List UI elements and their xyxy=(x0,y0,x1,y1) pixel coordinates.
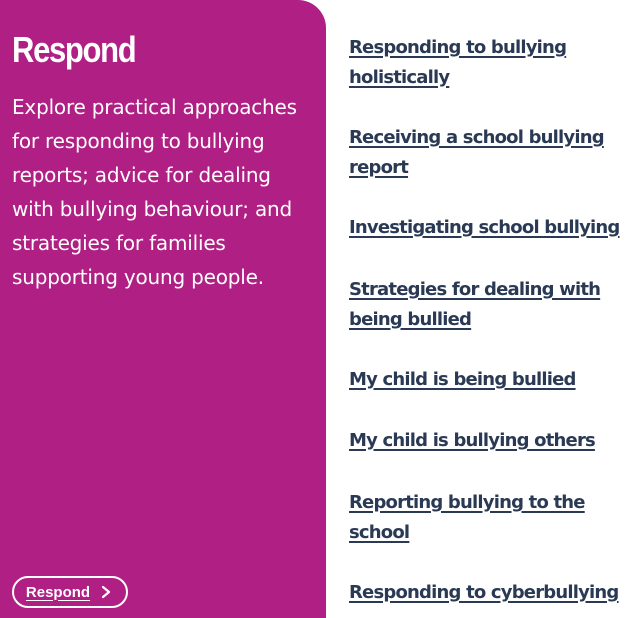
list-item xyxy=(349,578,639,608)
link-child-being-bullied[interactable]: My child is being bullied xyxy=(349,369,576,390)
link-cyberbullying[interactable]: Responding to cyberbullying xyxy=(349,582,619,603)
link-investigating[interactable]: Investigating school bullying xyxy=(349,217,620,238)
link-reporting-to-school[interactable]: Reporting bullying to the school xyxy=(349,492,585,543)
link-strategies-being-bullied[interactable]: Strategies for dealing with being bullied xyxy=(349,279,601,330)
respond-button[interactable] xyxy=(12,576,128,608)
panel-description: Explore practical approaches for responding to bullying reports; advice for dealing with bullying behaviour; and strategies for families supporting young people. xyxy=(12,95,297,289)
link-receiving-report[interactable]: Receiving a school bullying report xyxy=(349,127,604,178)
chevron-right-icon xyxy=(100,585,112,599)
list-item xyxy=(349,33,639,93)
link-child-bullying-others[interactable]: My child is bullying others xyxy=(349,430,595,451)
respond-button-label: Respond xyxy=(25,583,91,601)
panel-title: Respond xyxy=(12,29,136,70)
list-item xyxy=(349,275,639,335)
list-item xyxy=(349,213,639,243)
list-item xyxy=(349,123,639,183)
list-item xyxy=(349,488,639,548)
link-responding-holistically[interactable]: Responding to bullying holistically xyxy=(349,37,567,88)
list-item xyxy=(349,426,639,456)
list-item xyxy=(349,365,639,395)
